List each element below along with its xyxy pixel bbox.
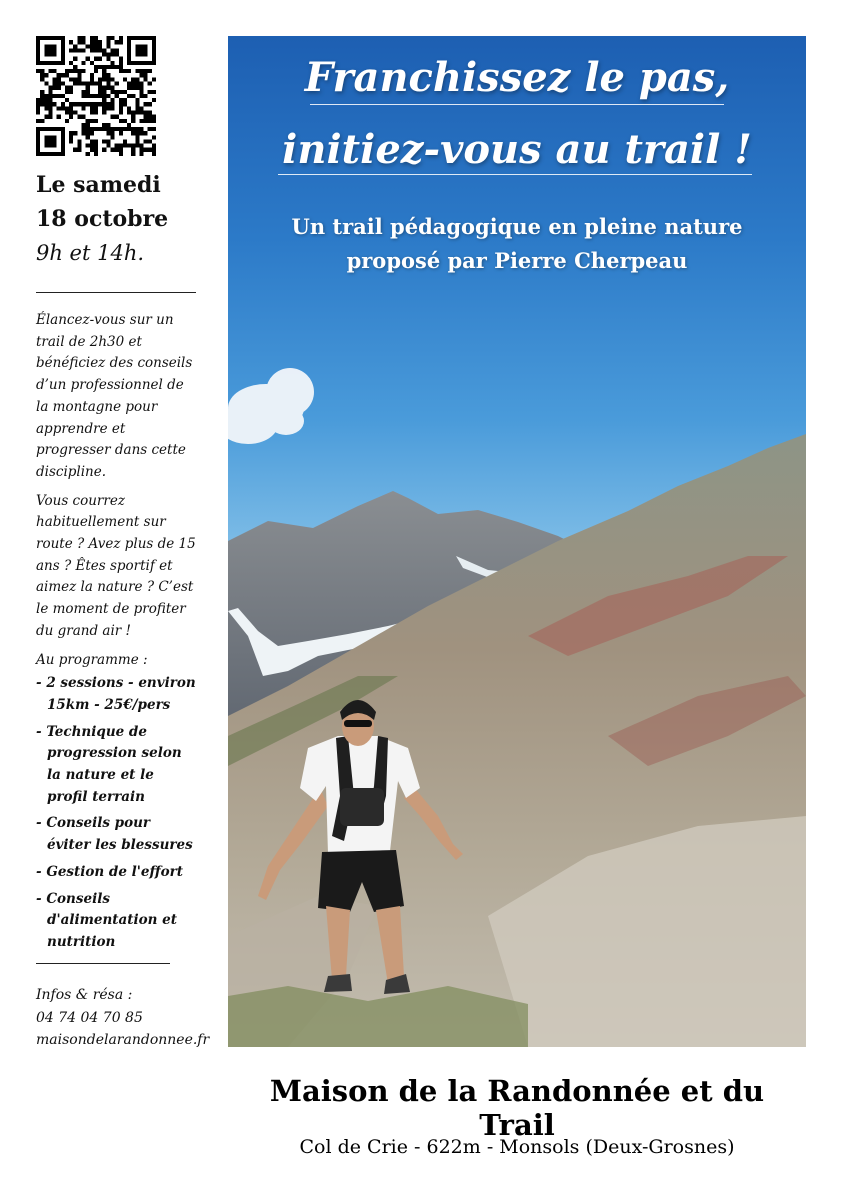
list-item: - Gestion de l'effort	[36, 862, 196, 884]
subtitle	[228, 210, 806, 278]
list-item: - Technique de progression selon la nature et le profil terrain	[36, 722, 196, 809]
trail-runner-mountain-photo	[228, 36, 806, 1047]
list-item: - Conseils d'alimentation et nutrition	[36, 889, 196, 954]
question-paragraph: Vous courrez habituellement sur route ? Avez plus de 15 ans ? Êtes sportif et aimez la nature ? C’est le moment de profiter du grand air !	[36, 492, 196, 639]
contact-phone: 04 74 04 70 85	[36, 1009, 143, 1026]
list-item: - Conseils pour éviter les blessures	[36, 813, 196, 856]
program-list	[36, 673, 196, 953]
divider	[36, 963, 170, 964]
divider	[36, 292, 196, 293]
program-heading: Au programme :	[36, 651, 148, 668]
headline-line-1: Franchissez le pas,	[304, 54, 730, 101]
headline-underline	[278, 174, 752, 175]
headline-line-2: initiez-vous au trail !	[282, 126, 752, 173]
subtitle-line-1: Un trail pédagogique en pleine nature	[291, 214, 743, 239]
headline-underline	[310, 104, 724, 105]
subtitle-line-2: proposé par Pierre Cherpeau	[346, 248, 688, 273]
hero-photo	[228, 36, 806, 1047]
contact-label: Infos & résa :	[36, 987, 133, 1003]
intro-paragraph: Élancez-vous sur un trail de 2h30 et bénéficiez des conseils d’un professionnel de la montagne pour apprendre et progresser dans cette discipline.	[36, 312, 193, 480]
list-item: - 2 sessions - environ 15km - 25€/pers	[36, 673, 196, 716]
sidebar-description	[36, 310, 196, 959]
location-line: Col de Crie - 622m - Monsols (Deux-Grosnes)	[299, 1136, 735, 1158]
date-month: 18 octobre	[36, 206, 169, 232]
organization-title: Maison de la Randonnée et du Trail	[269, 1074, 765, 1142]
cloud-icon	[228, 368, 314, 444]
session-times: 9h et 14h.	[36, 241, 145, 265]
contact-website: maisondelarandonnee.fr	[36, 1032, 210, 1048]
qr-code-icon	[36, 36, 156, 156]
date-day: Le samedi	[36, 172, 161, 198]
contact-block	[36, 984, 209, 1052]
